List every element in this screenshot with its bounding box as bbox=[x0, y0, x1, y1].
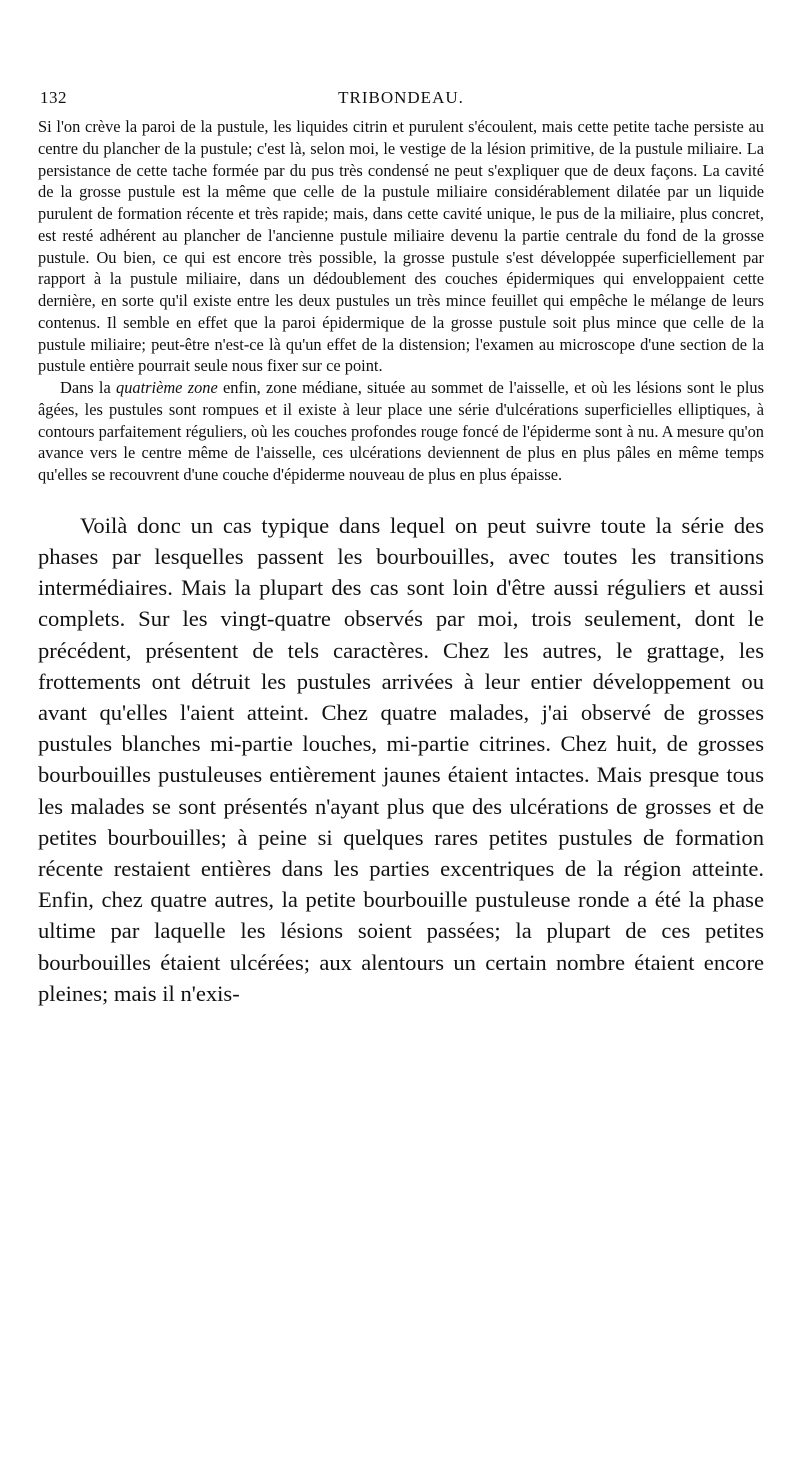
main-text-section bbox=[38, 510, 764, 1009]
paragraph-pustule-tache: Si l'on crève la paroi de la pustule, les liquides citrin et purulent s'écoulent, mais cette petite tache persiste au centre du plancher de la pustule; c'est là, selon moi, le vestige de la lésion primitive, de la pustule miliaire. La persistance de cette tache formée par du pus très condensé ne peut s'expliquer que de deux façons. La cavité de la grosse pustule est la même que celle de la pustule miliaire considérablement dilatée par un liquide purulent de formation récente et très rapide; mais, dans cette cavité unique, le pus de la miliaire, plus concret, est resté adhérent au plancher de l'ancienne pustule miliaire devenu la partie centrale du fond de la grosse pustule. Ou bien, ce qui est encore très possible, la grosse pustule s'est développée superficiellement par rapport à la pustule miliaire, dans un dédoublement des couches épidermiques qui enveloppaient cette dernière, en sorte qu'il existe entre les deux pustules un très mince feuillet qui empêche le mélange de leurs contenus. Il semble en effet que la paroi épidermique de la grosse pustule soit plus mince que celle de la pustule miliaire; peut-être n'est-ce là qu'un effet de la distension; l'examen au microscope d'une section de la pustule entière pourrait seule nous fixer sur ce point. bbox=[38, 117, 764, 376]
page-number: 132 bbox=[40, 88, 67, 107]
paragraph-quatrieme-zone-rest: enfin, zone médiane, située au sommet de l'aisselle, et où les lésions sont le plus âgées, les pustules sont rompues et il existe à leur place une série d'ulcérations superficielles elliptiques, à contours parfaitement réguliers, où les couches profondes rouge foncé de l'épiderme sont à nu. A mesure qu'on avance vers le centre même de l'aisselle, ces ulcérations deviennent de plus en plus pâles en même temps qu'elles se recouvrent d'une couche d'épiderme nouveau de plus en plus épaisse. bbox=[38, 378, 764, 484]
italic-quatrieme-zone: quatrième zone bbox=[116, 378, 218, 397]
small-print-section bbox=[38, 116, 764, 486]
running-title: TRIBONDEAU. bbox=[338, 88, 464, 107]
paragraph-quatrieme-zone-start: Dans la bbox=[60, 378, 116, 397]
book-page bbox=[38, 88, 764, 1009]
paragraph-quatrieme-zone bbox=[38, 377, 764, 486]
paragraph-voila-donc: Voilà donc un cas typique dans lequel on peut suivre toute la série des phases par lesquelles passent les bourbouilles, avec toutes les transitions intermédiaires. Mais la plupart des cas sont loin d'être aussi réguliers et aussi complets. Sur les vingt-quatre observés par moi, trois seulement, dont le précédent, présentent de tels caractères. Chez les autres, le grattage, les frottements ont détruit les pustules arrivées à leur entier développement ou avant qu'elles l'aient atteint. Chez quatre malades, j'ai observé de grosses pustules blanches mi-partie louches, mi-partie citrines. Chez huit, de grosses bourbouilles pustuleuses entièrement jaunes étaient intactes. Mais presque tous les malades se sont présentés n'ayant plus que des ulcérations de grosses et de petites bourbouilles; à peine si quelques rares petites pustules de formation récente restaient entières dans les parties excentriques de la région atteinte. Enfin, chez quatre autres, la petite bourbouille pustuleuse ronde a été la phase ultime par laquelle les lésions soient passées; la plupart de ces petites bourbouilles étaient ulcérées; aux alentours un certain nombre étaient encore pleines; mais il n'exis- bbox=[38, 512, 764, 1006]
running-head bbox=[38, 88, 764, 110]
